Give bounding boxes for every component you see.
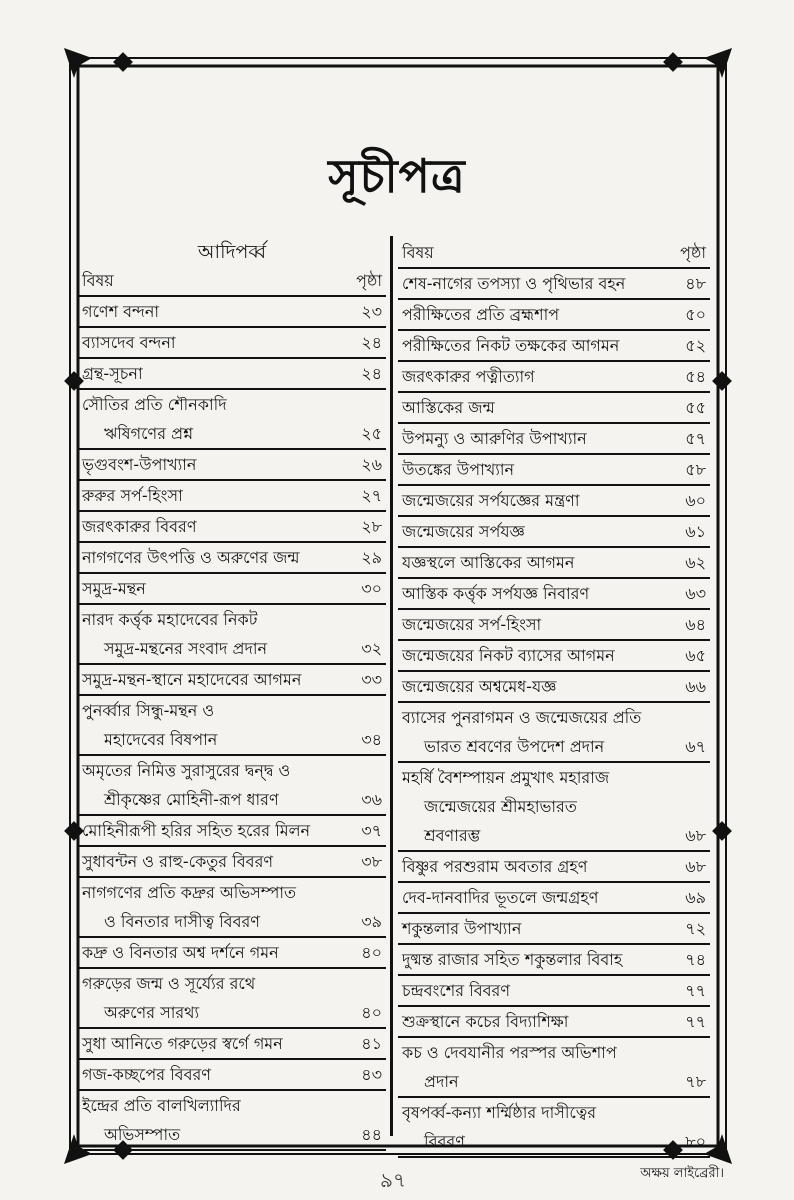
entry-subject: উপমন্যু ও আরুণির উপাখ্যান (402, 429, 587, 448)
entry-subject: ভারত শ্রবণের উপদেশ প্রদান (424, 737, 605, 756)
entry-subject: অমৃতের নিমিত্ত সুরাসুরের দ্বন্দ্ব ও (82, 761, 291, 780)
entry-page: ২৩ (361, 302, 382, 321)
toc-entry (78, 1091, 386, 1120)
entry-page: ৩৪ (361, 730, 382, 749)
entry-page: ২৪ (361, 333, 382, 352)
page-number: ৯৭ (380, 1168, 406, 1192)
entry-subject: শ্রবণারম্ভ (424, 826, 481, 845)
toc-entry (398, 424, 710, 455)
entry-subject: গণেশ বন্দনা (82, 302, 160, 321)
entry-page: ২৬ (361, 455, 382, 474)
toc-entry (78, 847, 386, 878)
entry-page: ৫৮ (685, 460, 706, 479)
left-header-row (78, 266, 386, 297)
section-title: আদিপর্ব্ব (197, 241, 267, 263)
toc-entry (398, 1098, 710, 1127)
toc-entry (398, 331, 710, 362)
toc-entry (398, 976, 710, 1007)
entry-page: ৪৮ (685, 274, 706, 293)
entry-subject: বিবরণ (424, 1132, 465, 1151)
toc-entry (398, 703, 710, 732)
entry-subject: যজ্ঞস্থলে আস্তিকের আগমন (402, 553, 575, 572)
entry-page: ৬৬ (685, 677, 706, 696)
entry-subject: উতঙ্কের উপাখ্যান (402, 460, 515, 479)
entry-page: ৩৬ (361, 790, 382, 809)
entry-subject: সুধাবন্টন ও রাহু-কেতুর বিবরণ (82, 852, 274, 871)
entry-page: ৫২ (685, 336, 706, 355)
entry-page: ৪৪ (361, 1125, 382, 1144)
toc-entry (78, 938, 386, 969)
left-rows (78, 297, 386, 1151)
entry-page: ৪০ (361, 1003, 382, 1022)
toc-entry (398, 672, 710, 703)
entry-subject: প্রদান (424, 1072, 459, 1091)
entry-subject: সৌতির প্রতি শৌনকাদি (82, 395, 227, 414)
entry-subject: পরীক্ষিতের প্রতি ব্রহ্মশাপ (402, 305, 560, 324)
entry-subject: জন্মেজয়ের সর্পযজ্ঞের মন্ত্রণা (402, 491, 580, 510)
toc-entry (78, 725, 386, 756)
entry-page: ৬৫ (685, 646, 706, 665)
entry-subject: পুনর্ব্বার সিন্ধু-মন্থন ও (82, 701, 215, 720)
toc-entry (398, 1038, 710, 1067)
toc-entry (398, 732, 710, 763)
toc-entry (78, 1060, 386, 1091)
entry-subject: গ্রন্থ-সূচনা (82, 364, 143, 383)
entry-page: ৩৭ (361, 821, 382, 840)
entry-subject: চন্দ্রবংশের বিবরণ (402, 981, 511, 1000)
toc-entry (398, 852, 710, 883)
entry-subject: শেষ-নাগের তপস্যা ও পৃথিভার বহন (402, 274, 626, 293)
entry-page: ৫০ (685, 305, 706, 324)
entry-page: ৬১ (685, 522, 706, 541)
entry-page: ৪০ (361, 943, 382, 962)
entry-subject: জন্মেজয়ের শ্রীমহাভারত (424, 797, 577, 816)
entry-subject: নাগগণের প্রতি কদ্রুর অভিসম্পাত (82, 883, 297, 902)
toc-entry (398, 1007, 710, 1038)
toc-entry (398, 548, 710, 579)
entry-subject: দুষ্মন্ত রাজার সহিত শকুন্তলার বিবাহ (402, 950, 623, 969)
entry-subject: বৃষপর্ব্ব-কন্যা শর্ম্মিষ্ঠার দাসীত্বের (402, 1103, 597, 1122)
entry-page: ৭৭ (685, 1012, 706, 1031)
entry-page: ৫৪ (685, 367, 706, 386)
entry-subject: সমুদ্র-মন্থন-স্থানে মহাদেবের আগমন (82, 670, 302, 689)
entry-subject: গজ-কচ্ছপের বিবরণ (82, 1065, 211, 1084)
toc-entry (398, 1067, 710, 1098)
entry-subject: মহর্ষি বৈশম্পায়ন প্রমুখাৎ মহারাজ (402, 768, 610, 787)
entry-subject: শুক্রস্থানে কচের বিদ্যাশিক্ষা (402, 1012, 569, 1031)
entry-page: ৬০ (685, 491, 706, 510)
toc-entry (78, 907, 386, 938)
entry-subject: ব্যাসের পুনরাগমন ও জন্মেজয়ের প্রতি (402, 708, 642, 727)
entry-subject: জন্মেজয়ের সর্প-হিংসা (402, 615, 542, 634)
toc-entry (78, 696, 386, 725)
entry-page: ৩০ (361, 579, 382, 598)
right-rows (398, 269, 710, 1158)
toc-entry (78, 1029, 386, 1060)
entry-subject: ও বিনতার দাসীত্ব বিবরণ (104, 912, 260, 931)
toc-entry (398, 579, 710, 610)
toc-entry (398, 883, 710, 914)
entry-page: ৭৮ (685, 1072, 706, 1091)
toc-entry (398, 914, 710, 945)
entry-page: ৬২ (685, 553, 706, 572)
entry-subject: রুরুর সর্প-হিংসা (82, 486, 183, 505)
entry-subject: নারদ কর্ত্তৃক মহাদেবের নিকট (82, 610, 258, 629)
entry-page: ২৭ (361, 486, 382, 505)
toc-entry (398, 486, 710, 517)
toc-entry (78, 543, 386, 574)
entry-page: ৬৭ (685, 737, 706, 756)
entry-subject: সুধা আনিতে গরুড়ের স্বর্গে গমন (82, 1034, 283, 1053)
toc-entry (398, 641, 710, 672)
toc-entry (398, 393, 710, 424)
entry-page: ৪৩ (361, 1065, 382, 1084)
toc-entry (78, 878, 386, 907)
entry-subject: বিষ্ণুর পরশুরাম অবতার গ্রহণ (402, 857, 588, 876)
entry-page: ৭২ (685, 919, 706, 938)
toc-entry (398, 610, 710, 641)
column-divider (390, 236, 393, 1136)
entry-page: ৬৮ (685, 857, 706, 876)
right-header-row (398, 238, 710, 269)
entry-subject: আস্তিকের জন্ম (402, 398, 495, 417)
entry-subject: গরুড়ের জন্ম ও সূর্য্যের রথে (82, 974, 256, 993)
toc-entry (78, 481, 386, 512)
toc-entry (398, 455, 710, 486)
entry-subject: কচ ও দেবযানীর পরস্পর অভিশাপ (402, 1043, 617, 1062)
toc-entry (398, 763, 710, 792)
entry-subject: ইন্দ্রের প্রতি বালখিল্যাদির (82, 1096, 241, 1115)
entry-page: ৩৩ (361, 670, 382, 689)
entry-page: ৭৭ (685, 981, 706, 1000)
entry-page: ২৫ (361, 424, 382, 443)
toc-entry (78, 574, 386, 605)
toc-entry (78, 816, 386, 847)
toc-entry (78, 328, 386, 359)
entry-page: ৫৭ (685, 429, 706, 448)
entry-page: ৩২ (361, 639, 382, 658)
entry-subject: আস্তিক কর্ত্তৃক সর্পযজ্ঞ নিবারণ (402, 584, 590, 603)
toc-entry (398, 362, 710, 393)
entry-subject: দেব-দানবাদির ভূতলে জন্মগ্রহণ (402, 888, 599, 907)
toc-entry (78, 634, 386, 665)
toc-entry (398, 517, 710, 548)
entry-subject: ব্যাসদেব বন্দনা (82, 333, 176, 352)
toc-entry (398, 269, 710, 300)
entry-subject: অভিসম্পাত (104, 1125, 181, 1144)
page-title: সূচীপত্র (328, 149, 466, 203)
subject-header: বিষয় (82, 271, 114, 290)
entry-subject: জন্মেজয়ের সর্পযজ্ঞ (402, 522, 525, 541)
toc-entry (78, 665, 386, 696)
entry-page: ৩৯ (361, 912, 382, 931)
toc-entry (78, 785, 386, 816)
entry-page: ৮০ (685, 1132, 706, 1151)
page-header: পৃষ্ঠা (356, 271, 382, 290)
toc-entry (78, 390, 386, 419)
entry-subject: নাগগণের উৎপত্তি ও অরুণের জন্ম (82, 548, 300, 567)
toc-entry (78, 756, 386, 785)
entry-page: ২৯ (361, 548, 382, 567)
toc-entry (78, 605, 386, 634)
toc-entry (398, 1127, 710, 1158)
entry-subject: ভৃগুবংশ-উপাখ্যান (82, 455, 197, 474)
subject-header: বিষয় (402, 243, 434, 262)
entry-subject: শ্রীকৃষ্ণের মোহিনী-রূপ ধারণ (104, 790, 279, 809)
entry-page: ৩৮ (361, 852, 382, 871)
entry-subject: মোহিনীরূপী হরির সহিত হরের মিলন (82, 821, 311, 840)
entry-subject: জরৎকারুর বিবরণ (82, 517, 197, 536)
entry-subject: সমুদ্র-মন্থন (82, 579, 146, 598)
left-column (78, 238, 386, 1151)
page-header: পৃষ্ঠা (680, 243, 706, 262)
toc-entry (78, 450, 386, 481)
toc-entry (78, 419, 386, 450)
toc-entry (78, 969, 386, 998)
toc-entry (398, 300, 710, 331)
entry-page: ৬৯ (685, 888, 706, 907)
entry-subject: শকুন্তলার উপাখ্যান (402, 919, 522, 938)
toc-entry (78, 998, 386, 1029)
entry-page: ৪১ (361, 1034, 382, 1053)
toc-entry (78, 297, 386, 328)
entry-subject: পরীক্ষিতের নিকট তক্ষকের আগমন (402, 336, 620, 355)
entry-subject: অরুণের সারথ্য (104, 1003, 200, 1022)
entry-page: ৬৩ (685, 584, 706, 603)
entry-subject: জন্মেজয়ের নিকট ব্যাসের আগমন (402, 646, 615, 665)
right-column (398, 238, 710, 1158)
toc-entry (78, 1120, 386, 1151)
entry-page: ৬৪ (685, 615, 706, 634)
toc-entry (398, 945, 710, 976)
entry-subject: সমুদ্র-মন্থনের সংবাদ প্রদান (104, 639, 268, 658)
entry-page: ২৪ (361, 364, 382, 383)
entry-page: ৭৪ (685, 950, 706, 969)
toc-entry (78, 512, 386, 543)
publisher-footer: অক্ষয় লাইব্রেরী। (640, 1166, 724, 1181)
entry-page: ৬৮ (685, 826, 706, 845)
toc-entry (78, 359, 386, 390)
entry-page: ২৮ (361, 517, 382, 536)
entry-page: ৫৫ (685, 398, 706, 417)
entry-subject: মহাদেবের বিষপান (104, 730, 218, 749)
entry-subject: জরৎকারুর পত্নীত্যাগ (402, 367, 535, 386)
toc-entry (398, 792, 710, 821)
entry-subject: ঋষিগণের প্রশ্ন (104, 424, 194, 443)
entry-subject: জন্মেজয়ের অশ্বমেধ-যজ্ঞ (402, 677, 557, 696)
toc-entry (398, 821, 710, 852)
entry-subject: কদ্রু ও বিনতার অশ্ব দর্শনে গমন (82, 943, 279, 962)
